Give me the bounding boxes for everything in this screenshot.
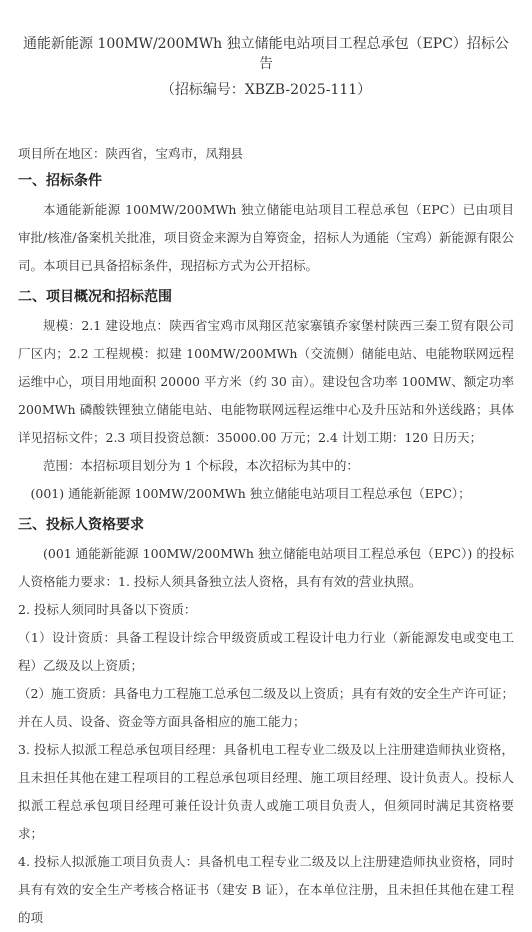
overview-scope-paragraph: 范围：本招标项目划分为 1 个标段，本次招标为其中的：: [43, 458, 359, 473]
qualification-item-2: 2. 投标人须同时具备以下资质：: [18, 602, 197, 617]
qualification-item-4: 4. 投标人拟派施工项目负责人：具备机电工程专业二级及以上注册建造师执业资格，同时具有有效的安全生产考核合格证书（建安 B 证），在本单位注册，且未担任其他在建工程的项: [18, 854, 514, 925]
overview-lot-paragraph: (001) 通能新能源 100MW/200MWh 独立储能电站项目工程总承包（EPC）；: [30, 486, 471, 501]
section-heading-qualification: 三、投标人资格要求: [18, 517, 144, 533]
section-heading-overview: 二、项目概况和招标范围: [18, 289, 172, 305]
section-heading-conditions: 一、招标条件: [18, 173, 102, 189]
qualification-construction-paragraph: （2）施工资质：具备电力工程施工总承包二级及以上资质；具有有效的安全生产许可证；并在人员、设备、资金等方面具备相应的施工能力；: [18, 686, 514, 729]
qualification-intro-paragraph: (001 通能新能源 100MW/200MWh 独立储能电站项目工程总承包（EPC）) 的投标人资格能力要求：1. 投标人须具备独立法人资格，具有有效的营业执照。: [18, 546, 514, 589]
notice-title: 通能新能源 100MW/200MWh 独立储能电站项目工程总承包（EPC）招标公告: [23, 36, 509, 72]
conditions-paragraph: 本通能新能源 100MW/200MWh 独立储能电站项目工程总承包（EPC）已由项目审批/核准/备案机关批准，项目资金来源为自筹资金，招标人为通能（宝鸡）新能源有限公司。本项目已具备招标条件，现招标方式为公开招标。: [18, 202, 514, 273]
overview-scale-paragraph: 规模：2.1 建设地点：陕西省宝鸡市凤翔区范家寨镇乔家堡村陕西三秦工贸有限公司厂区内；2.2 工程规模：拟建 100MW/200MWh（交流侧）储能电站、电能物联网远程运维中心，项目用地面积 20000 平方米（约 30 亩）。建设包含功率 100MW、额定功率 200MWh 磷酸铁锂独立储能电站、电能物联网远程运维中心及升压站和外送线路；具体详见招标文件；2.3 项目投资总额：35000.00 万元；2.4 计划工期：120 日历天；: [18, 318, 514, 445]
tender-code: （招标编号：XBZB-2025-111）: [160, 82, 372, 98]
project-location: 项目所在地区：陕西省，宝鸡市，凤翔县: [18, 146, 244, 161]
qualification-design-paragraph: （1）设计资质：具备工程设计综合甲级资质或工程设计电力行业（新能源发电或变电工程）乙级及以上资质；: [18, 630, 514, 673]
qualification-item-3: 3. 投标人拟派工程总承包项目经理：具备机电工程专业二级及以上注册建造师执业资格，且未担任其他在建工程项目的工程总承包项目经理、施工项目经理、设计负责人。投标人拟派工程总承包项目经理可兼任设计负责人或施工项目负责人，但须同时满足其资格要求；: [18, 742, 514, 841]
